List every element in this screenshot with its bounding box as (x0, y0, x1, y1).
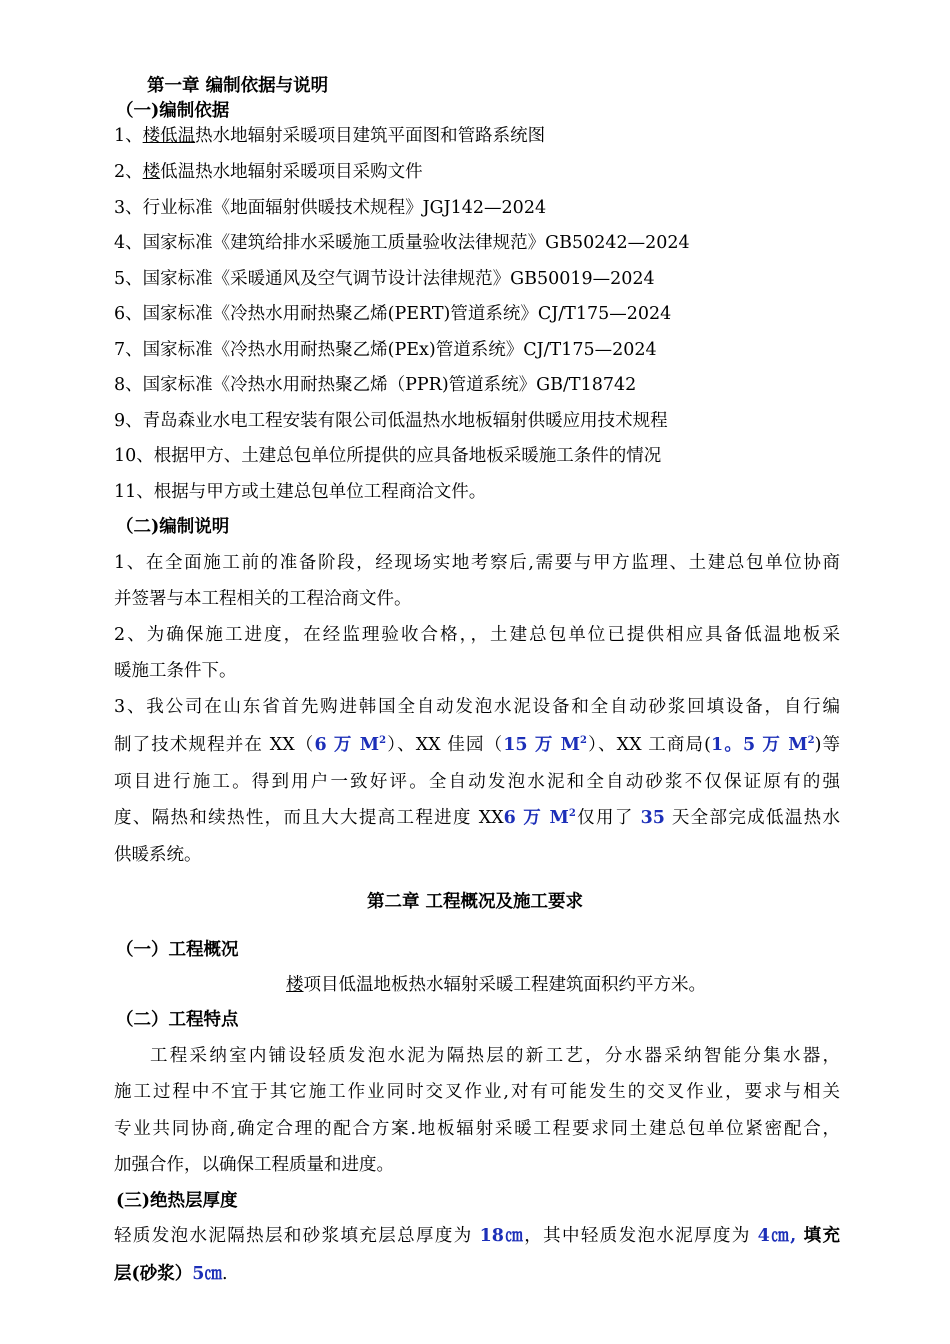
basis-item-8: 8、国家标准《冷热水用耐热聚乙烯（PPR)管道系统》GB/T18742 (114, 375, 637, 395)
underlined-text: 楼 (142, 162, 161, 182)
note-3-line-3: 项目进行施工。得到用户一致好评。全自动发泡水泥和全自动砂浆不仅保证原有的强 (114, 772, 840, 792)
section-overview-heading: （一）工程概况 (116, 940, 239, 960)
chapter-1-title: 第一章 编制依据与说明 (147, 76, 329, 96)
area-highlight: 6 万 $M^2$ (314, 735, 387, 755)
insulation-line-2: 层(砂浆）5㎝. (114, 1264, 228, 1284)
basis-item-7: 7、国家标准《冷热水用耐热聚乙烯(PEx)管道系统》CJ/T175—2024 (114, 340, 657, 360)
insulation-line-1: 轻质发泡水泥隔热层和砂浆填充层总厚度为 18㎝，其中轻质发泡水泥厚度为 4㎝, 填充 (114, 1226, 841, 1246)
features-line-4: 加强合作，以确保工程质量和进度。 (114, 1155, 394, 1175)
days-highlight: 35 (640, 808, 665, 828)
underlined-text: 楼低温 (142, 126, 196, 146)
note-3-line-1: 3、我公司在山东省首先购进韩国全自动发泡水泥设备和全自动砂浆回填设备，自行编 (114, 697, 840, 717)
basis-item-4: 4、国家标准《建筑给排水采暖施工质量验收法律规范》GB50242—2024 (114, 233, 690, 253)
section-insulation-heading: (三)绝热层厚度 (116, 1191, 238, 1211)
basis-item-2: 2、楼低温热水地辐射采暖项目采购文件 (114, 162, 423, 182)
note-3-line-5: 供暖系统。 (114, 845, 202, 865)
section-notes-heading: （二)编制说明 (116, 517, 230, 537)
underlined-text: 楼 (286, 975, 304, 995)
basis-item-3: 3、行业标准《地面辐射供暖技术规程》JGJ142—2024 (114, 198, 547, 218)
basis-item-6: 6、国家标准《冷热水用耐热聚乙烯(PERT)管道系统》CJ/T175—2024 (114, 304, 672, 324)
note-1-line-1: 1、在全面施工前的准备阶段，经现场实地考察后,需要与甲方监理、土建总包单位协商 (114, 553, 840, 573)
basis-item-1: 1、楼低温热水地辐射采暖项目建筑平面图和管路系统图 (114, 126, 546, 146)
chapter-2-title: 第二章 工程概况及施工要求 (366, 892, 584, 912)
note-2-line-2: 暖施工条件下。 (114, 661, 237, 681)
note-3-line-2: 制了技术规程并在 XX（6 万 $M^2$）、XX 佳园（15 万 $M^2$）、XX 工商局(1。5 万 $M^2$)等 (114, 735, 841, 755)
features-line-1: 工程采纳室内铺设轻质发泡水泥为隔热层的新工艺，分水器采纳智能分集水器， (150, 1046, 840, 1066)
area-highlight: 6 万 $M^2$ (503, 808, 576, 828)
section-features-heading: （二）工程特点 (116, 1010, 239, 1030)
note-1-line-2: 并签署与本工程相关的工程洽商文件。 (114, 589, 412, 609)
basis-item-9: 9、青岛森业水电工程安装有限公司低温热水地板辐射供暖应用技术规程 (114, 411, 668, 431)
area-highlight: 15 万 $M^2$ (503, 735, 588, 755)
area-highlight: 1。5 万 $M^2$ (711, 735, 815, 755)
thickness-highlight: 4㎝, (757, 1226, 797, 1246)
thickness-highlight: 18㎝ (479, 1226, 525, 1246)
features-line-2: 施工过程中不宜于其它施工作业同时交叉作业,对有可能发生的交叉作业，要求与相关 (114, 1082, 840, 1102)
features-line-3: 专业共同协商,确定合理的配合方案.地板辐射采暖工程要求同土建总包单位紧密配合， (114, 1119, 840, 1139)
thickness-highlight: 5㎝ (192, 1264, 222, 1284)
basis-item-11: 11、根据与甲方或土建总包单位工程商洽文件。 (114, 482, 487, 502)
basis-item-5: 5、国家标准《采暖通风及空气调节设计法律规范》GB50019—2024 (114, 269, 655, 289)
note-2-line-1: 2、为确保施工进度，在经监理验收合格，，土建总包单位已提供相应具备低温地板采 (114, 625, 840, 645)
overview-text: 楼项目低温地板热水辐射采暖工程建筑面积约平方米。 (286, 975, 706, 995)
note-3-line-4: 度、隔热和续热性，而且大大提高工程进度 XX6 万 $M^2$仅用了 35 天全部完成低温热水 (114, 808, 840, 828)
section-basis-heading: （一)编制依据 (116, 101, 230, 121)
basis-item-10: 10、根据甲方、土建总包单位所提供的应具备地板采暖施工条件的情况 (114, 446, 662, 466)
